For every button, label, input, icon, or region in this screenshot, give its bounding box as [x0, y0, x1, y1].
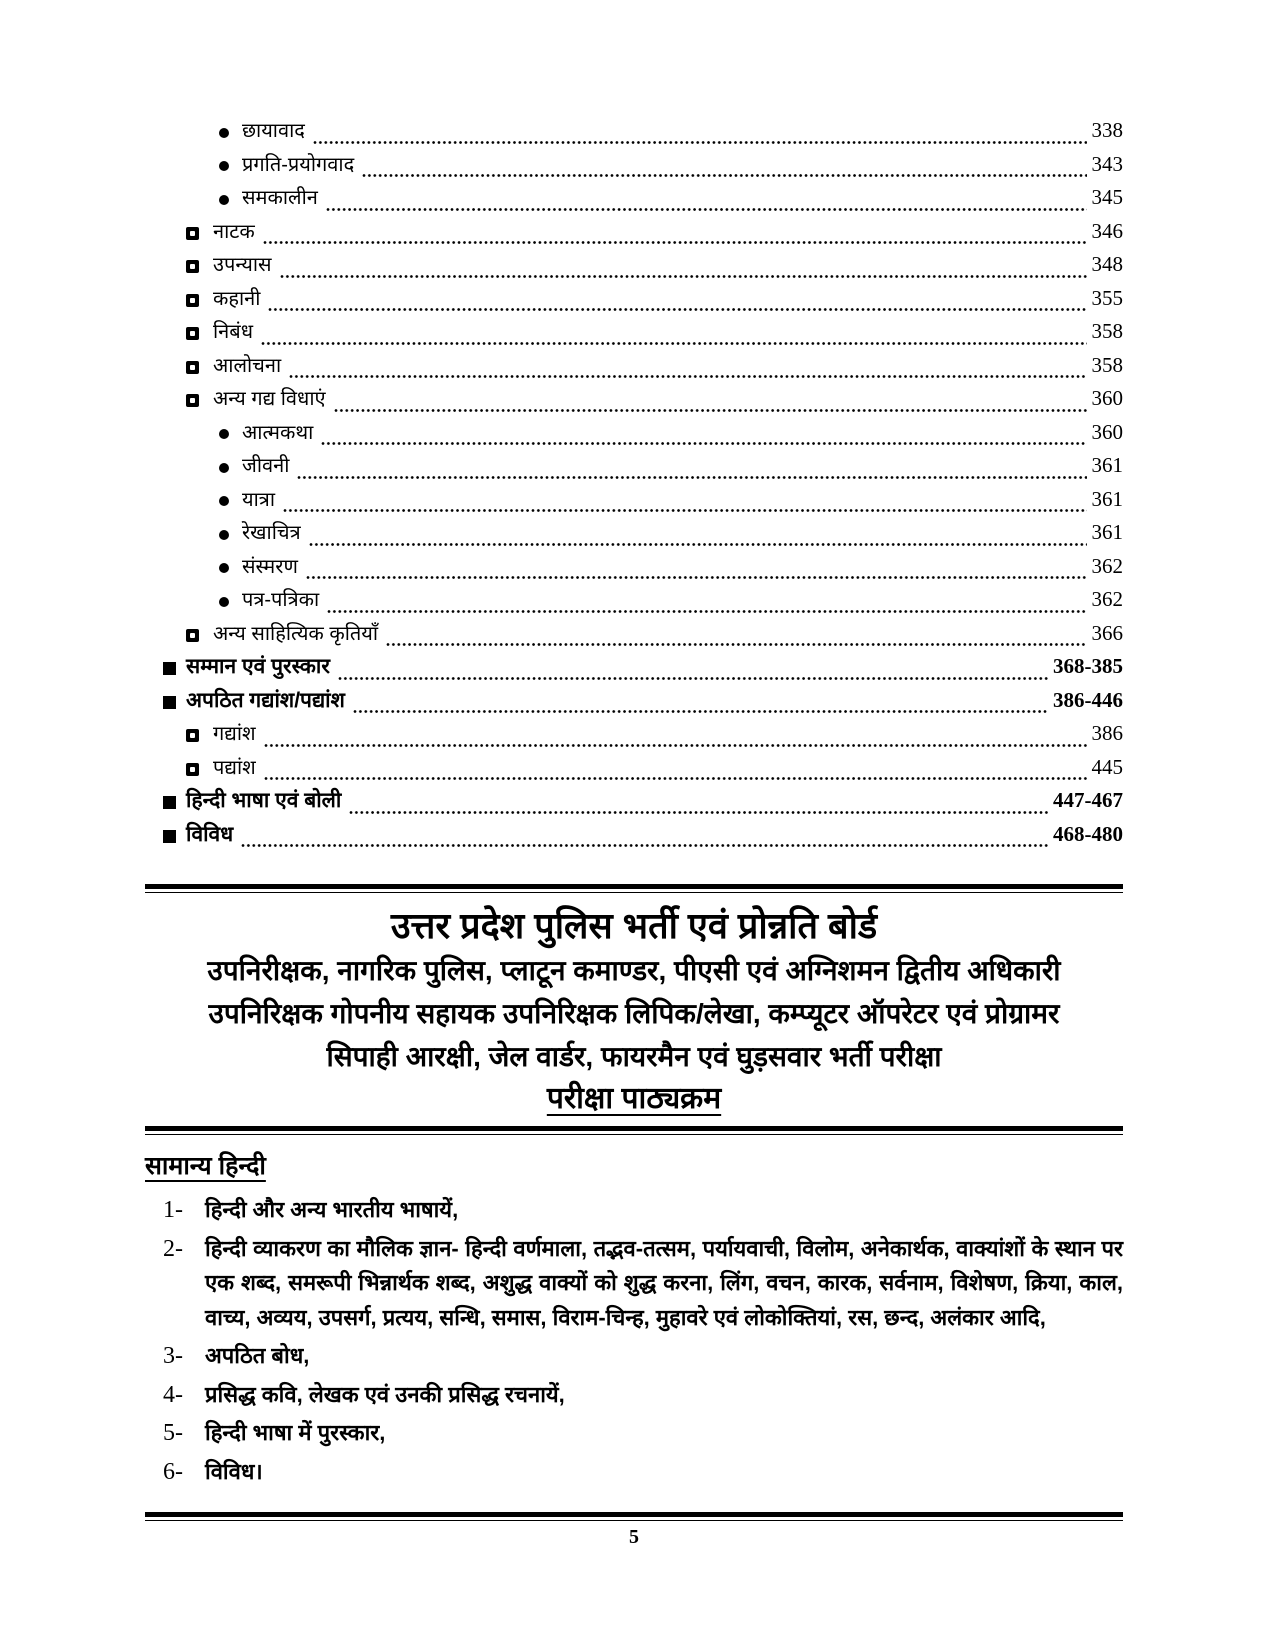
exam-syllabus-heading: परीक्षा पाठ्यक्रम	[546, 1082, 722, 1115]
toc-entry-page: 447-467	[1053, 788, 1123, 812]
toc-entry-page: 345	[1091, 185, 1123, 209]
toc-entry	[219, 150, 1123, 184]
syllabus-item-number: 4-	[163, 1381, 183, 1408]
toc-entry-page: 355	[1091, 285, 1123, 310]
toc-entry	[219, 485, 1123, 519]
toc-entry	[186, 384, 1123, 418]
square-bullet-icon	[163, 696, 176, 709]
dot-leader	[321, 441, 1086, 446]
toc-entry-label: हिन्दी भाषा एवं बोली	[186, 789, 342, 812]
dot-leader	[280, 274, 1087, 279]
syllabus-item-number: 6-	[163, 1458, 183, 1485]
syllabus-item	[163, 1193, 1123, 1228]
circle-bullet-icon	[219, 128, 229, 138]
square-bullet-icon	[163, 830, 176, 843]
toc-entry	[186, 719, 1123, 753]
toc-entry-label: छायावाद	[242, 120, 305, 142]
toc-entry-label: गद्यांश	[213, 723, 256, 745]
toc-entry-page: 346	[1091, 218, 1123, 243]
square-bullet-icon	[163, 662, 176, 675]
toc-entry-label: कहानी	[213, 287, 261, 310]
board-title: उत्तर प्रदेश पुलिस भर्ती एवं प्रोन्नति बोर्ड	[390, 905, 878, 946]
toc-entry-label: उपन्यास	[213, 254, 272, 276]
toc-entry-page: 368-385	[1053, 654, 1123, 678]
syllabus-item-number: 5-	[163, 1420, 183, 1446]
square-bullet-icon	[163, 796, 176, 809]
page-number: 5	[629, 1526, 639, 1548]
dot-leader	[309, 542, 1087, 547]
toc-entry-label: रेखाचित्र	[242, 522, 301, 544]
hollow-square-bullet-icon	[186, 294, 199, 307]
subtitle-line-3: सिपाही आरक्षी, जेल वार्डर, फायरमैन एवं घुड़सवार भर्ती परीक्षा	[326, 1041, 942, 1072]
dot-leader	[289, 374, 1086, 379]
toc-entry-label: विविध	[186, 822, 234, 846]
syllabus-item-text: हिन्दी और अन्य भारतीय भाषायें,	[205, 1197, 459, 1222]
general-hindi-heading: सामान्य हिन्दी	[145, 1152, 266, 1180]
dot-leader	[268, 307, 1086, 312]
hollow-square-bullet-icon	[186, 361, 199, 374]
toc-entry	[219, 116, 1123, 150]
toc-entry-page: 361	[1091, 486, 1123, 511]
toc-entry-page: 338	[1091, 118, 1123, 142]
toc-entry	[219, 518, 1123, 552]
toc-entry-label: पद्यांश	[213, 756, 256, 779]
toc-entry-page: 361	[1091, 453, 1123, 477]
section-divider-bottom	[145, 1126, 1123, 1135]
toc-entry	[186, 250, 1123, 284]
syllabus-item	[163, 1232, 1123, 1336]
toc-entry	[186, 284, 1123, 318]
dot-leader	[297, 475, 1086, 480]
syllabus-item-text: प्रसिद्ध कवि, लेखक एवं उनकी प्रसिद्ध रचनायें,	[205, 1381, 565, 1407]
syllabus-item-text: हिन्दी व्याकरण का मौलिक ज्ञान- हिन्दी वर्णमाला, तद्भव-तत्सम, पर्यायवाची, विलोम, अनेकार्थक, वाक्यांशों के स्थान पर एक शब्द, समरूपी भिन्नार्थक शब्द, अशुद्ध वाक्यों को शुद्ध करना, लिंग, वचन, कारक, सर्वनाम, विशेषण, क्रिया, काल, वाच्य, अव्यय, उपसर्ग, प्रत्यय, सन्धि, समास, विराम-चिन्ह, मुहावरे एवं लोकोक्तियां, रस, छन्द, अलंकार आदि,	[205, 1235, 1123, 1330]
table-of-contents	[145, 116, 1123, 853]
toc-entry-page: 366	[1091, 620, 1123, 645]
syllabus-item-text: विविध।	[205, 1458, 263, 1484]
section-divider-top	[145, 884, 1123, 893]
subtitle-line-1: उपनिरीक्षक, नागरिक पुलिस, प्लाटून कमाण्डर, पीएसी एवं अग्निशमन द्वितीय अधिकारी	[207, 955, 1061, 986]
toc-entry-label: नाटक	[213, 220, 255, 243]
toc-entry-page: 360	[1091, 419, 1123, 444]
syllabus-item-number: 1-	[163, 1197, 183, 1223]
hollow-square-bullet-icon	[186, 260, 199, 273]
toc-entry-label: आत्मकथा	[242, 421, 314, 444]
dot-leader	[326, 207, 1087, 212]
hollow-square-bullet-icon	[186, 629, 199, 642]
toc-entry	[219, 585, 1123, 619]
general-hindi-heading-wrap	[145, 1150, 1123, 1186]
toc-entry	[163, 786, 1123, 820]
hollow-square-bullet-icon	[186, 763, 199, 776]
hollow-square-bullet-icon	[186, 729, 199, 742]
toc-entry	[163, 652, 1123, 686]
toc-entry-label: सम्मान एवं पुरस्कार	[186, 655, 330, 678]
subtitle-line-2: उपनिरिक्षक गोपनीय सहायक उपनिरिक्षक लिपिक/लेखा, कम्प्यूटर ऑपरेटर एवं प्रोग्रामर	[208, 998, 1060, 1029]
toc-entry-page: 343	[1091, 151, 1123, 176]
toc-entry	[186, 317, 1123, 351]
toc-entry	[163, 820, 1123, 854]
toc-entry-page: 445	[1091, 754, 1123, 779]
syllabus-item-text: अपठित बोध,	[205, 1343, 310, 1368]
toc-entry	[186, 217, 1123, 251]
dot-leader	[263, 240, 1087, 245]
toc-entry-label: संस्मरण	[242, 555, 298, 578]
circle-bullet-icon	[219, 597, 229, 607]
syllabus-item-number: 3-	[163, 1343, 183, 1369]
dot-leader	[261, 341, 1087, 346]
circle-bullet-icon	[219, 530, 229, 540]
toc-entry	[186, 351, 1123, 385]
circle-bullet-icon	[219, 563, 229, 573]
syllabus-item	[163, 1416, 1123, 1451]
syllabus-item	[163, 1378, 1123, 1413]
syllabus-item	[163, 1455, 1123, 1490]
toc-entry-page: 386	[1091, 721, 1123, 745]
toc-entry	[219, 451, 1123, 485]
toc-entry-label: पत्र-पत्रिका	[242, 589, 320, 611]
syllabus-item	[163, 1339, 1123, 1374]
toc-entry-label: यात्रा	[242, 488, 275, 511]
page-footer	[145, 1512, 1123, 1549]
toc-entry	[163, 686, 1123, 720]
toc-entry-label: प्रगति-प्रयोगवाद	[242, 153, 355, 176]
toc-entry	[186, 753, 1123, 787]
toc-entry	[186, 619, 1123, 653]
toc-entry-page: 348	[1091, 252, 1123, 276]
dot-leader	[327, 609, 1086, 614]
dot-leader	[362, 173, 1086, 178]
toc-entry-label: आलोचना	[213, 354, 282, 377]
circle-bullet-icon	[219, 463, 229, 473]
dot-leader	[313, 140, 1087, 145]
toc-entry-label: अन्य गद्य विधाएं	[213, 388, 326, 410]
circle-bullet-icon	[219, 496, 229, 506]
toc-entry-page: 468-480	[1053, 821, 1123, 846]
syllabus-list	[163, 1193, 1123, 1489]
dot-leader	[386, 642, 1086, 647]
dot-leader	[306, 575, 1087, 580]
toc-entry-label: निबंध	[213, 321, 253, 343]
toc-entry	[219, 418, 1123, 452]
dot-leader	[338, 676, 1048, 681]
hollow-square-bullet-icon	[186, 227, 199, 240]
toc-entry	[219, 552, 1123, 586]
toc-entry-label: अपठित गद्यांश/पद्यांश	[186, 688, 345, 712]
toc-entry	[219, 183, 1123, 217]
toc-entry-page: 358	[1091, 352, 1123, 377]
circle-bullet-icon	[219, 195, 229, 205]
circle-bullet-icon	[219, 429, 229, 439]
dot-leader	[264, 776, 1087, 781]
dot-leader	[241, 843, 1048, 848]
hollow-square-bullet-icon	[186, 394, 199, 407]
toc-entry-label: जीवनी	[242, 455, 290, 477]
toc-entry-page: 360	[1091, 386, 1123, 410]
hollow-square-bullet-icon	[186, 327, 199, 340]
toc-entry-page: 386-446	[1053, 687, 1123, 712]
toc-entry-page: 362	[1091, 553, 1123, 578]
dot-leader	[349, 810, 1048, 815]
toc-entry-page: 358	[1091, 319, 1123, 343]
toc-entry-page: 362	[1091, 587, 1123, 611]
toc-entry-label: समकालीन	[242, 187, 318, 209]
toc-entry-page: 361	[1091, 520, 1123, 544]
toc-entry-label: अन्य साहित्यिक कृतियाँ	[213, 622, 379, 645]
dot-leader	[283, 508, 1087, 513]
dot-leader	[264, 743, 1087, 748]
dot-leader	[353, 709, 1048, 714]
footer-rule	[145, 1512, 1123, 1521]
syllabus-item-text: हिन्दी भाषा में पुरस्कार,	[205, 1420, 386, 1445]
syllabus-item-number: 2-	[163, 1235, 183, 1262]
dot-leader	[334, 408, 1087, 413]
circle-bullet-icon	[219, 161, 229, 171]
exam-syllabus-heading-wrap	[145, 1080, 1123, 1123]
